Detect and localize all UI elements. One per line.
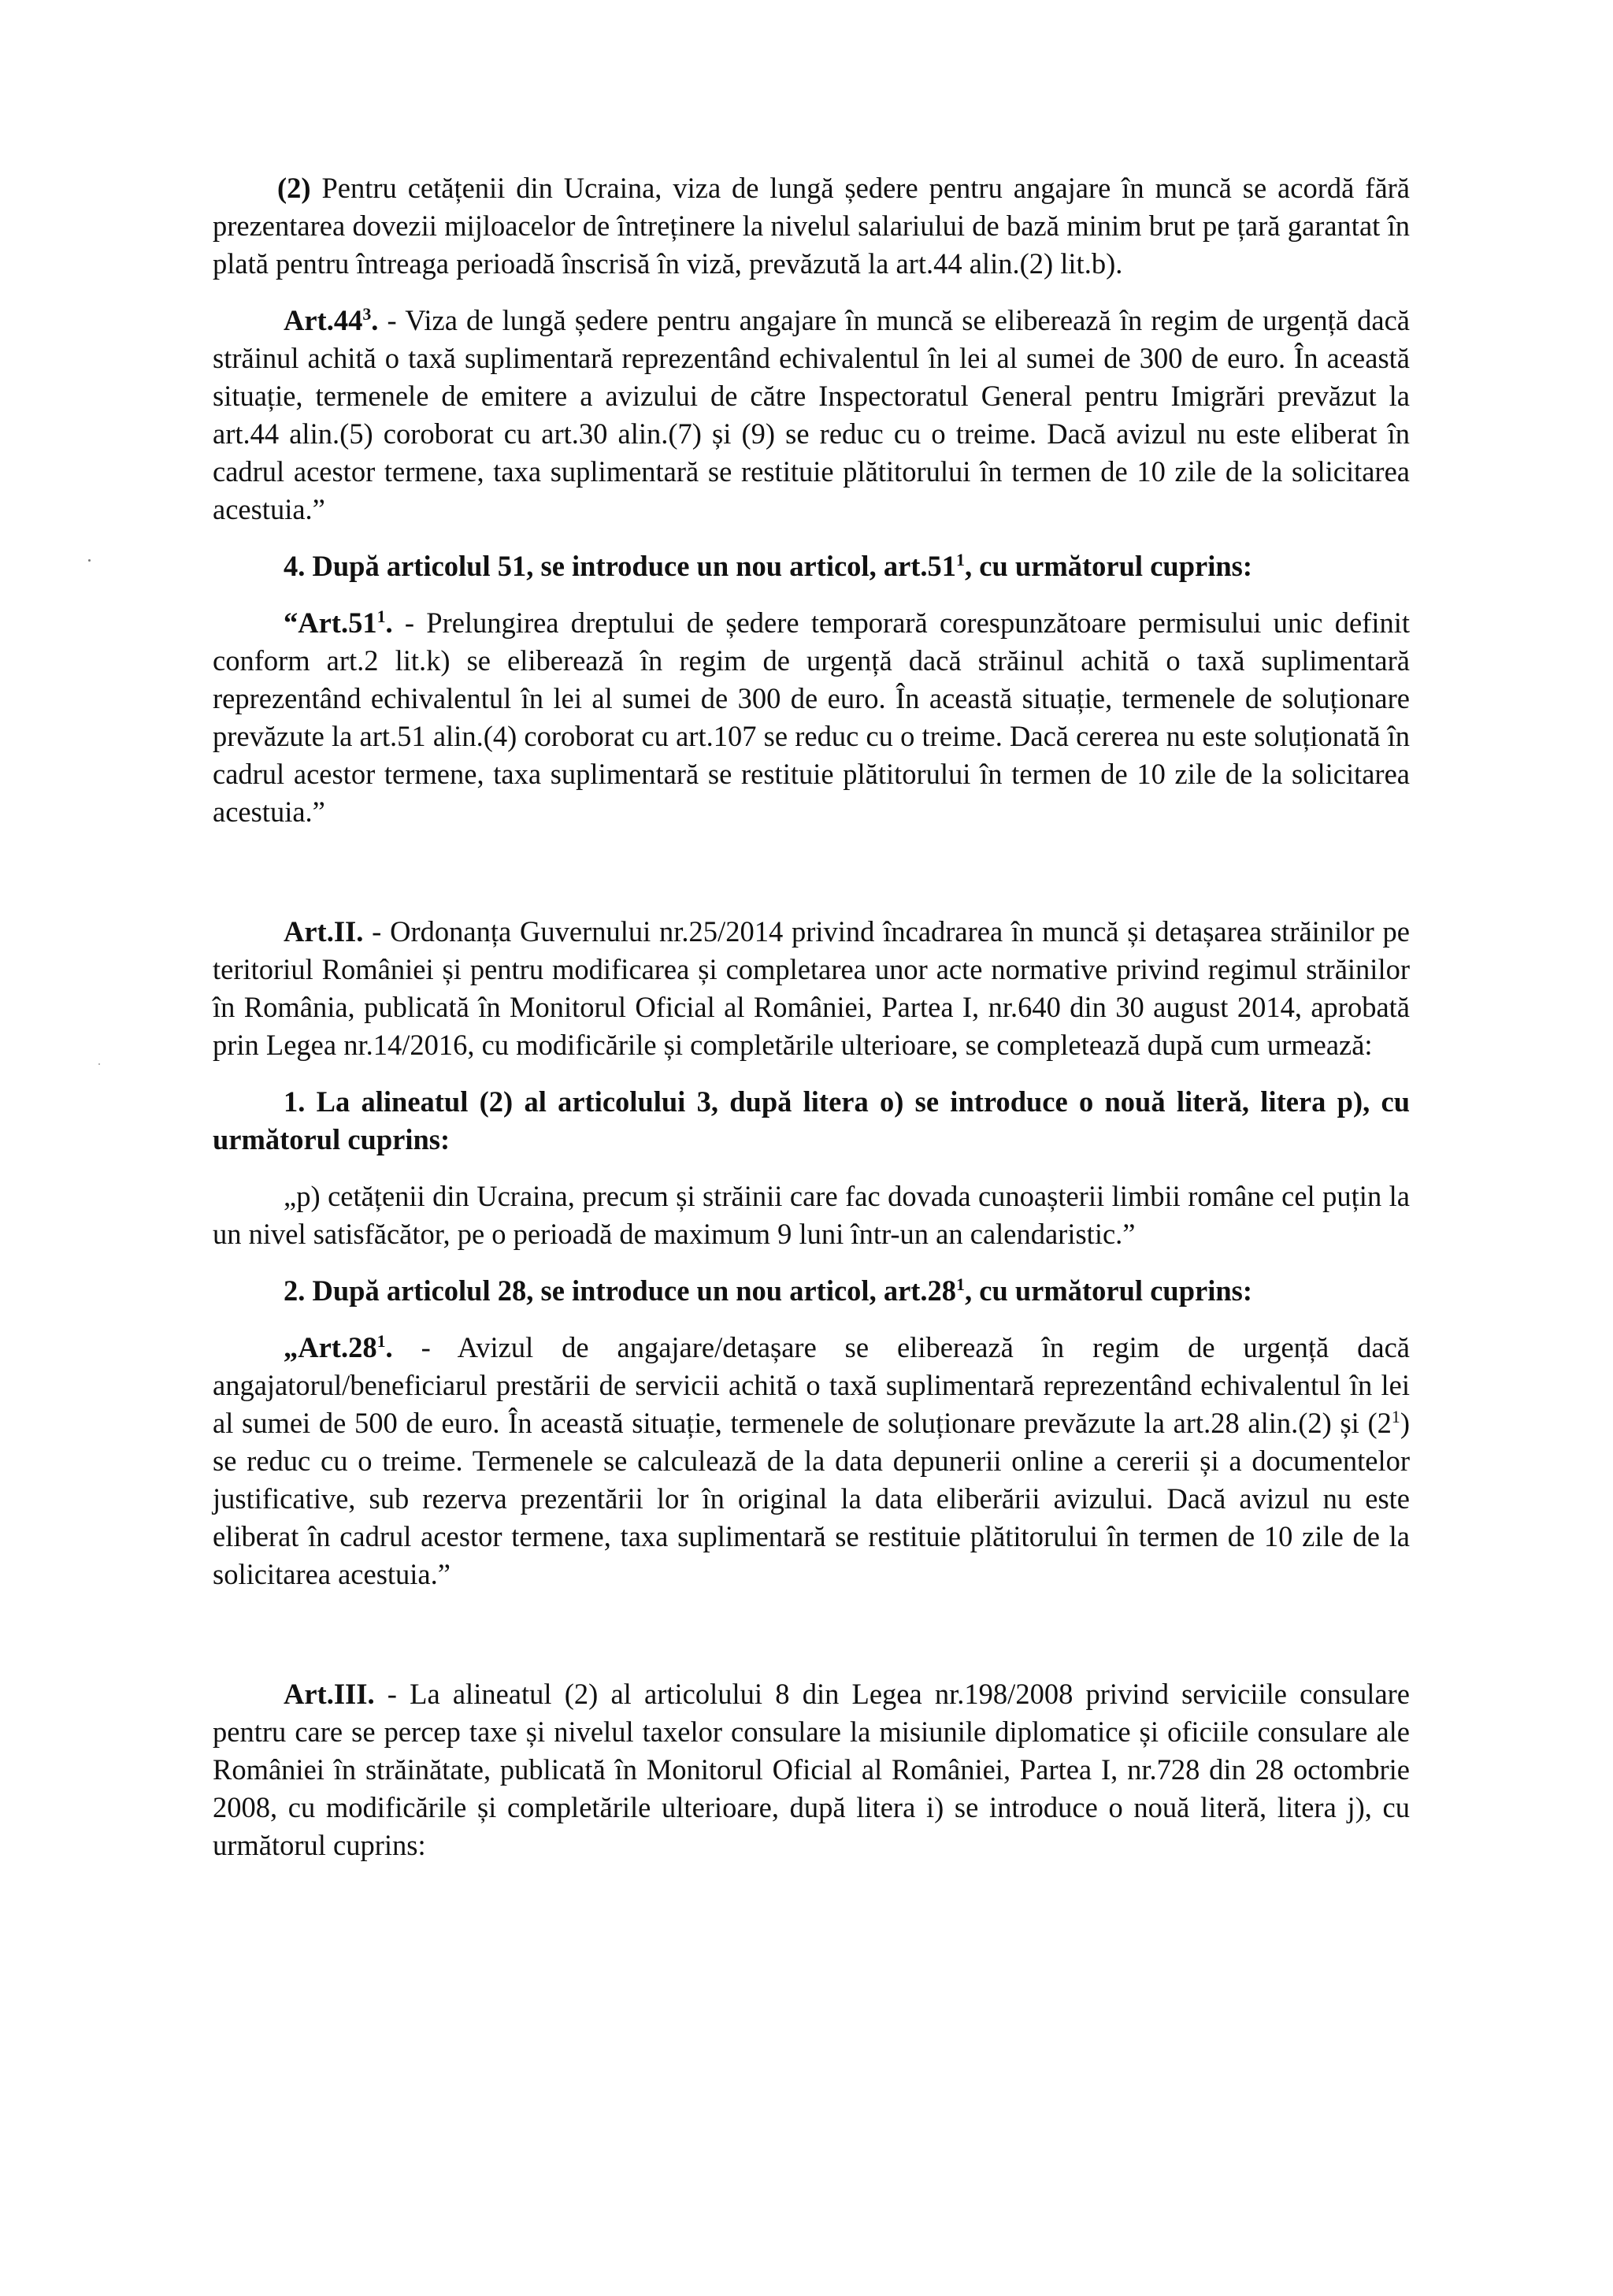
paragraph-art-II [213,913,1410,1064]
scan-speck [88,559,91,562]
paragraph-text: ) se reduc cu o treime. Termenele se calculează de la data depunerii online a cererii și a documentelor justificative, sub rezerva prezentării lor în original la data eliberării avizului. Dacă avizul nu este eliberat în cadrul acestor termene, taxa suplimentară se restituie plătitorului în termen de 10 zile de la solicitarea acestuia.” [213,1407,1410,1590]
article-label: $Art.44^3$. [284,303,379,336]
paragraph-lead: (2) [277,172,311,204]
paragraph-text: Pentru cetățenii din Ucraina, viza de lungă ședere pentru angajare în muncă se acordă fără prezentarea dovezii mijloacelor de întreținere la nivelul salariului de bază minim brut pe țară garantat în plată pentru întreaga perioadă înscrisă în viză, prevăzută la art.44 alin.(2) lit.b). [213,172,1410,280]
paragraph-art44-alin2 [213,169,1410,283]
paragraph-text: - Avizul de angajare/detașare se eliberează în regim de urgență dacă angajatorul/beneficiarul prestării de servicii achită o taxă suplimentară reprezentând echivalentul în lei al sumei de 500 de euro. În această situație, termenele de soluționare prevăzute la art.28 alin.(2) și (2 [213,1331,1410,1439]
article-label: “$Art.51^1$. [284,606,393,639]
scan-speck [98,1063,100,1065]
paragraph-art51-1 [213,604,1410,831]
article-label: $„Art.28^1$. [284,1330,393,1363]
paragraph-text: - Viza de lungă ședere pentru angajare în muncă se eliberează în regim de urgență dacă străinul achită o taxă suplimentară reprezentând echivalentul în lei al sumei de 300 de euro. În această situație, termenele de emitere a avizului de către Inspectoratul General pentru Imigrări prevăzut la art.44 alin.(5) coroborat cu art.30 alin.(7) și (9) se reduc cu o treime. Dacă avizul nu este eliberat în cadrul acestor termene, taxa suplimentară se restituie plătitorului în termen de 10 zile de la solicitarea acestuia.” [213,304,1410,525]
article-label: Art.III. [284,1678,375,1710]
paragraph-text: - Prelungirea dreptului de ședere temporară corespunzătoare permisului unic definit conform art.2 lit.k) se eliberează în regim de urgență dacă străinul achită o taxă suplimentară reprezentând echivalentul în lei al sumei de 300 de euro. În această situație, termenele de soluționare prevăzute la art.51 alin.(4) coroborat cu art.107 se reduc cu o treime. Dacă cererea nu este soluționată în cadrul acestor termene, taxa suplimentară se restituie plătitorului în termen de 10 zile de la solicitarea acestuia.” [213,606,1410,828]
heading-point-2: 2. După articolul 28, se introduce un nou articol, $art.28^1$, cu următorul cuprins: [284,1274,1252,1307]
paragraph-text: - Ordonanța Guvernului nr.25/2014 privind încadrarea în muncă și detașarea străinilor pe teritoriul României și pentru modificarea și completarea unor acte normative privind regimul străinilor în România, publicată în Monitorul Oficial al României, Partea I, nr.640 din 30 august 2014, aprobată prin Legea nr.14/2016, cu modificările și completările ulterioare, se completează după cum urmează: [213,915,1410,1061]
paragraph-art-III [213,1675,1410,1864]
paragraph-litera-p: „p) cetățenii din Ucraina, precum și străinii care fac dovada cunoașterii limbii române cel puțin la un nivel satisfăcător, pe o perioadă de maximum 9 luni într-un an calendaristic.” [213,1180,1410,1250]
heading-point-1: 1. La alineatul (2) al articolului 3, după litera o) se introduce o nouă literă, litera p), cu următorul cuprins: [213,1085,1410,1155]
paragraph-art28-1: $„Art.28^1$. - Avizul de angajare/detașare se eliberează în regim de urgență dacă angajatorul/beneficiarul prestării de servicii achită o taxă suplimentară reprezentând echivalentul în lei al sumei de 500 de euro. În această situație, termenele de soluționare prevăzute la art.28 alin.(2) și $(2^1)$ se reduc cu o treime. Termenele se calculează de la data depunerii online a cererii și a documentelor justificative, sub rezerva prezentării lor în original la data eliberării avizului. Dacă avizul nu este eliberat în cadrul acestor termene, taxa suplimentară se restituie plătitorului în termen de 10 zile de la solicitarea acestuia.” [213,1330,1410,1590]
document-body [213,169,1410,1864]
heading-point-4: 4. După articolul 51, se introduce un nou articol, $art.51^1$, cu următorul cuprins: [284,549,1252,582]
paragraph-text: - La alineatul (2) al articolului 8 din Legea nr.198/2008 privind serviciile consulare pentru care se percep taxe și nivelul taxelor consulare la misiunile diplomatice și oficiile consulare ale României în străinătate, publicată în Monitorul Oficial al României, Partea I, nr.728 din 28 octombrie 2008, cu modificările și completările ulterioare, după litera i) se introduce o nouă literă, litera j), cu următorul cuprins: [213,1678,1410,1861]
article-label: Art.II. [284,915,364,948]
paragraph-art44-3 [213,302,1410,529]
